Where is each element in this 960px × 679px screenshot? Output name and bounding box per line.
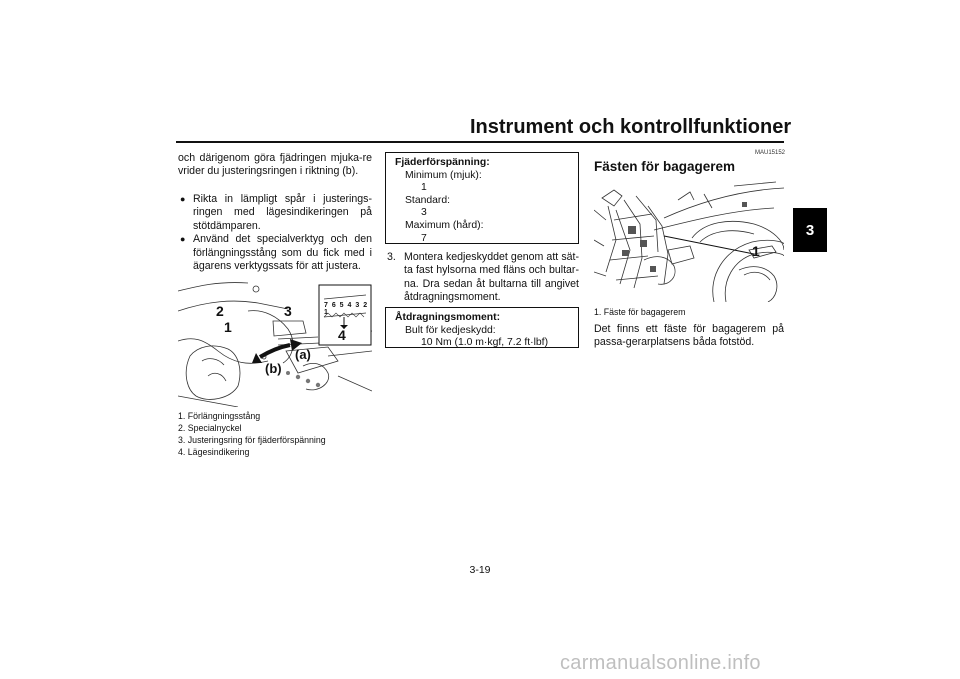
figure-label-4: 4	[338, 327, 346, 343]
spring-preload-box	[385, 152, 579, 244]
page-header-title: Instrument och kontrollfunktioner	[470, 116, 792, 138]
spring-std-value: 3	[421, 207, 427, 219]
spring-std-label: Standard:	[405, 194, 451, 206]
left-bullet-list	[178, 193, 372, 273]
caption-item: 1. Förlängningsstång	[178, 411, 261, 421]
bullet-item	[178, 193, 372, 233]
figure-label-a: (a)	[295, 347, 311, 362]
spring-box-title: Fjäderförspänning:	[395, 157, 490, 168]
caption-item: 4. Lägesindikering	[178, 447, 250, 457]
figure-scale-label: 7 6 5 4 3 2 1	[324, 302, 369, 316]
torque-box-title: Åtdragningsmoment:	[395, 312, 501, 323]
right-paragraph: Det finns ett fäste för bagagerem på passa-gerarplatsens båda fotstöd.	[594, 323, 784, 349]
luggage-hook-figure	[594, 180, 784, 302]
caption-item: 3. Justeringsring för fjäderförspänning	[178, 435, 326, 445]
shock-adjust-figure	[178, 281, 372, 407]
step-number: 3.	[387, 251, 396, 263]
bullet-item	[178, 233, 372, 273]
step-3-item	[387, 251, 579, 305]
section-title: Fästen för bagagerem	[594, 159, 736, 174]
section-code: MAU15152	[755, 150, 786, 156]
bullet-text: Använd det specialverktyg och den förlängningsstång som du fick med i ägarens verktygssats för att justera.	[193, 233, 372, 273]
left-paragraph: och därigenom göra fjädringen mjuka-re vrider du justeringsringen i riktning (b).	[178, 152, 372, 178]
luggage-hook-illustration	[594, 180, 784, 302]
right-caption: 1. Fäste för bagagerem	[594, 307, 686, 317]
watermark: carmanualsonline.info	[560, 652, 761, 674]
torque-item-label: Bult för kedjeskydd:	[405, 324, 496, 336]
chapter-tab: 3	[793, 208, 827, 252]
caption-item: 2. Specialnyckel	[178, 423, 242, 433]
torque-box	[385, 307, 579, 348]
spring-max-label: Maximum (hård):	[405, 219, 484, 231]
figure-label-3: 3	[284, 303, 292, 319]
figure-label-2: 2	[216, 303, 224, 319]
figure-label-b: (b)	[265, 361, 282, 376]
figure-label-1: 1	[224, 319, 232, 335]
step-3	[387, 251, 579, 305]
spring-min-value: 1	[421, 182, 427, 194]
figure-label-1: 1	[752, 243, 760, 259]
step-text: Montera kedjeskyddet genom att sät-ta fast hylsorna med fläns och bultar-na. Dra sedan åt bultarna till angivet åtdragningsmoment.	[404, 251, 579, 304]
spring-min-label: Minimum (mjuk):	[405, 169, 482, 181]
bullet-icon: ●	[180, 234, 186, 245]
header-rule	[176, 141, 784, 143]
left-caption-list	[178, 410, 372, 458]
shock-adjust-illustration	[178, 281, 372, 407]
bullet-text: Rikta in lämpligt spår i justerings-ringen med lägesindikeringen på stötdämparen.	[193, 193, 372, 232]
bullet-icon: ●	[180, 194, 186, 204]
torque-item-value: 10 Nm (1.0 m·kgf, 7.2 ft·lbf)	[421, 337, 549, 349]
spring-max-value: 7	[421, 232, 427, 244]
page-number: 3-19	[469, 564, 491, 576]
